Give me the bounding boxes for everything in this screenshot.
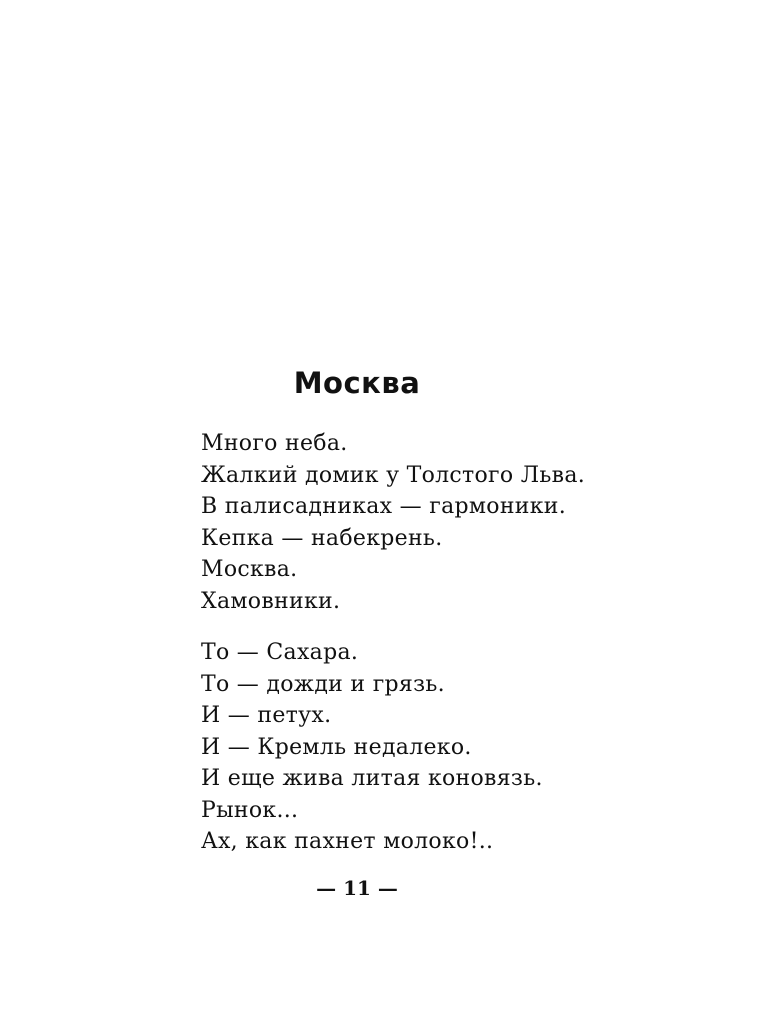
poem-line: И еще жива литая коновязь. — [201, 766, 543, 791]
poem-line: То — Сахара. — [201, 640, 359, 665]
poem-body — [201, 428, 585, 878]
poem-line: Москва. — [201, 557, 298, 582]
poem-line: Жалкий домик у Толстого Льва. — [201, 462, 586, 488]
poem-line: Кепка — набекрень. — [201, 525, 443, 551]
stanza-2 — [201, 637, 585, 858]
poem-line: Хамовники. — [201, 588, 341, 614]
poem-line: То — дожди и грязь. — [201, 671, 445, 697]
stanza-1 — [201, 428, 585, 617]
poem-line: И — петух. — [201, 703, 332, 728]
poem-line: В палисадниках — гармоники. — [201, 494, 567, 519]
poem-line: И — Кремль недалеко. — [201, 734, 472, 760]
poem-title: Москва — [293, 366, 421, 400]
poem-line: Ах, как пахнет молоко!.. — [201, 829, 494, 854]
page-number: — 11 — — [316, 876, 398, 900]
poem-line: Много неба. — [201, 431, 348, 456]
poem-line: Рынок... — [201, 797, 299, 823]
